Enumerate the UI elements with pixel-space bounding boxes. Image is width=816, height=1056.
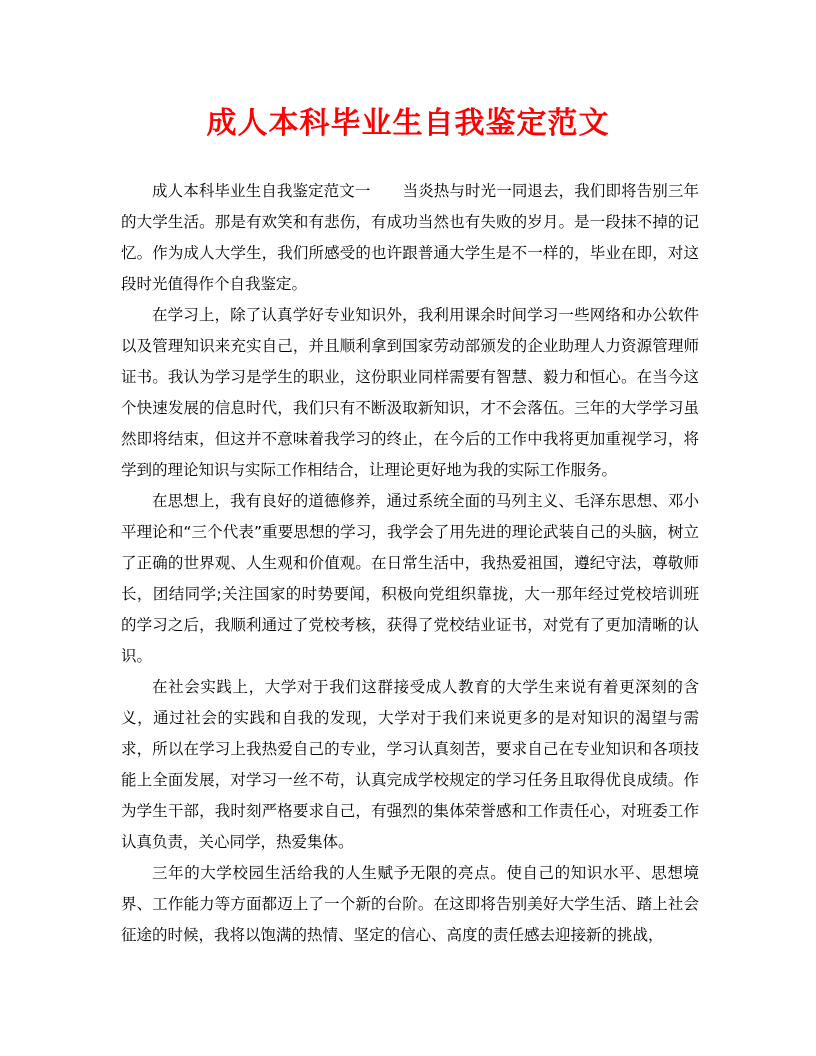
paragraph-thought: 在思想上，我有良好的道德修养，通过系统全面的马列主义、毛泽东思想、邓小平理论和“三个代表”重要思想的学习，我学会了用先进的理论武装自己的头脑，树立了正确的世界观、人生观和价值观。在日常生活中，我热爱祖国，遵纪守法，尊敬师长，团结同学;关注国家的时势要闻，积极向党组织靠拢，大一那年经过党校培训班的学习之后，我顺利通过了党校考核，获得了党校结业证书，对党有了更加清晰的认识。 <box>121 492 699 665</box>
paragraph-1-text: 当炎热与时光一同退去，我们即将告别三年的大学生活。那是有欢笑和有悲伤，有成功当然也有失败的岁月。是一段抹不掉的记忆。作为成人大学生，我们所感受的也许跟普通大学生是不一样的，毕业在即，对这段时光值得作个自我鉴定。 <box>121 182 699 293</box>
intro-label: 成人本科毕业生自我鉴定范文一 <box>152 182 371 200</box>
document-title: 成人本科毕业生自我鉴定范文 <box>206 106 610 141</box>
paragraph-conclusion: 三年的大学校园生活给我的人生赋予无限的亮点。使自己的知识水平、思想境界、工作能力等方面都迈上了一个新的台阶。在这即将告别美好大学生活、踏上社会征途的时候，我将以饱满的热情、坚定的信心、高度的责任感去迎接新的挑战， <box>121 864 699 944</box>
paragraph-intro <box>121 176 699 300</box>
paragraph-practice: 在社会实践上，大学对于我们这群接受成人教育的大学生来说有着更深刻的含义，通过社会的实践和自我的发现，大学对于我们来说更多的是对知识的渴望与需求，所以在学习上我热爱自己的专业，学习认真刻苦，要求自己在专业知识和各项技能上全面发展，对学习一丝不苟，认真完成学校规定的学习任务且取得优良成绩。作为学生干部，我时刻严格要求自己，有强烈的集体荣誉感和工作责任心，对班委工作认真负责，关心同学，热爱集体。 <box>121 678 699 851</box>
document-body <box>121 176 699 951</box>
paragraph-study: 在学习上，除了认真学好专业知识外，我利用课余时间学习一些网络和办公软件以及管理知识来充实自己，并且顺利拿到国家劳动部颁发的企业助理人力资源管理师证书。我认为学习是学生的职业，这份职业同样需要有智慧、毅力和恒心。在当今这个快速发展的信息时代，我们只有不断汲取新知识，才不会落伍。三年的大学学习虽然即将结束，但这并不意味着我学习的终止，在今后的工作中我将更加重视学习，将学到的理论知识与实际工作相结合，让理论更好地为我的实际工作服务。 <box>121 306 699 479</box>
